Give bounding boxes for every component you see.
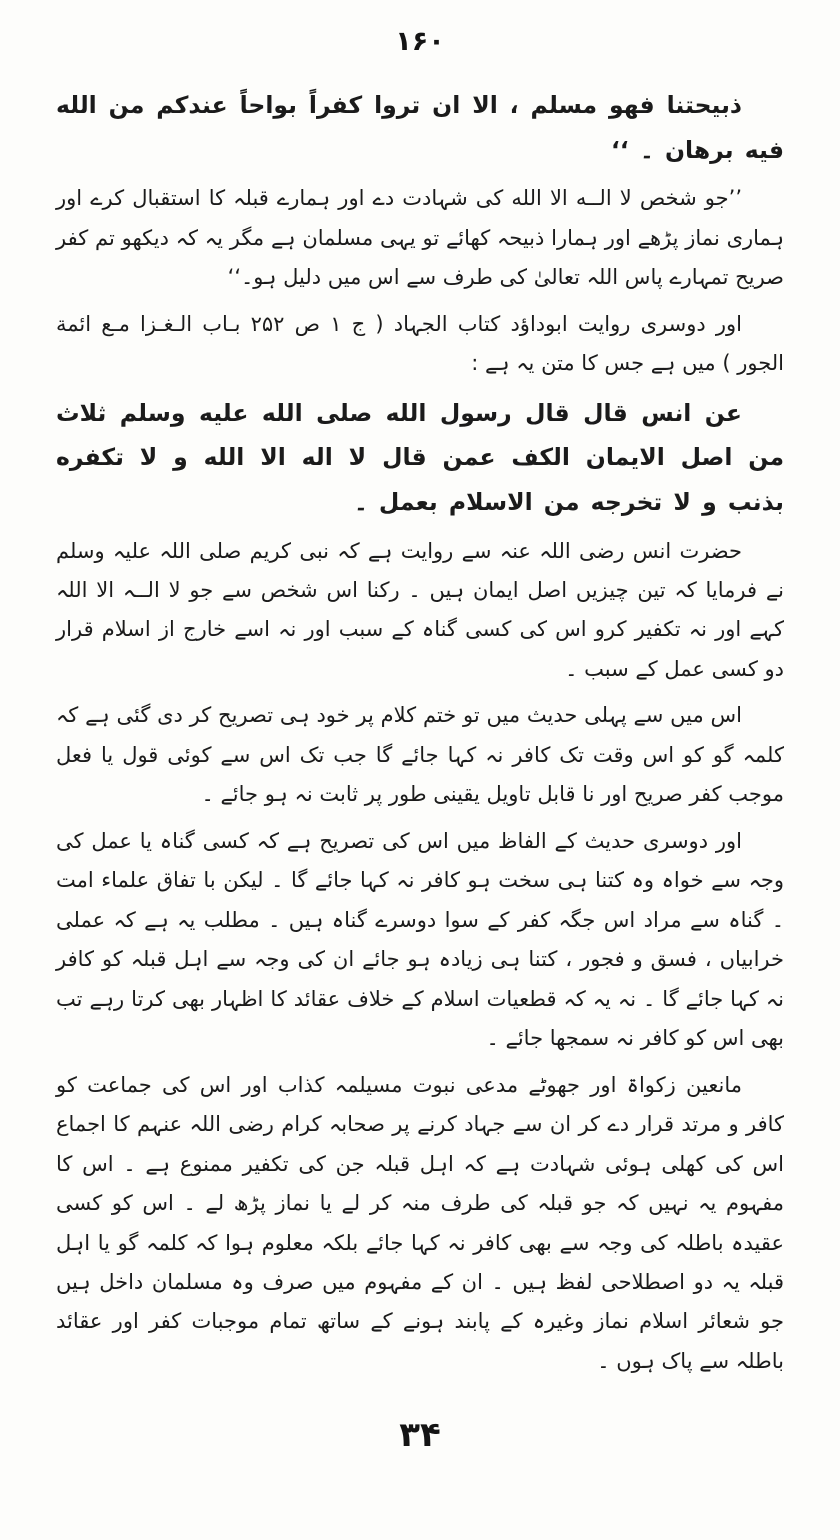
- arabic-quote-continuation: ذبيحتنا فهو مسلم ، الا ان تروا كفراً بواحاً عندكم من الله فيه برهان ۔ ‘‘: [56, 91, 784, 164]
- commentary-first-hadith: اس میں سے پہلی حدیث میں تو ختم کلام پر خود ہی تصریح کر دی گئی ہے کہ کلمہ گو کو اس وقت تک کافر نہ کہا جائے گا جب تک اس سے کوئی قول یا فعل موجب کفر صریح اور نا قابل تاویل یقینی طور پر ثابت نہ ہو جائے ۔: [56, 703, 784, 807]
- page-number-top: ۱۶۰: [395, 26, 445, 57]
- commentary-second-hadith: اور دوسری حدیث کے الفاظ میں اس کی تصریح ہے کہ کسی گناہ یا عمل کی وجہ سے خواہ وہ کتنا ہی سخت ہو کافر نہ کہا جائے گا ۔ لیکن با تفاق علماء امت ۔ گناہ سے مراد اس جگہ کفر کے سوا دوسرے گناہ ہیں ۔ مطلب یہ ہے کہ عملی خرابیاں ، فسق و فجور ، کتنا ہی زیادہ ہو جائے ان کی وجہ سے اہل قبلہ کو کافر نہ کہا جائے گا ۔ نہ یہ کہ قطعیات اسلام کے خلاف عقائد کا اظہار بھی کرتا رہے تب بھی اس کو کافر نہ سمجھا جائے ۔: [56, 828, 784, 1051]
- hadith-arabic: عن انس قال قال رسول الله صلى الله عليه وسلم ثلاث من اصل الايمان الكف عمن قال لا اله الا الله و لا تكفره بذنب و لا تخرجه من الاسلام بعمل ۔: [56, 398, 784, 516]
- page-number-bottom: ۳۴: [399, 1415, 441, 1456]
- reference-line: اور دوسری روایت ابوداؤد کتاب الجہاد ( ج ۱ ص ۲۵۲ بـاب الـغـزا مـع ائمة الجور ) میں ہے جس کا متن یہ ہے :: [56, 311, 784, 376]
- hadith-urdu-translation: حضرت انس رضی اللہ عنہ سے روایت ہے کہ نبی کریم صلی اللہ علیہ وسلم نے فرمایا کہ تین چیزیں اصل ایمان ہیں ۔ رکنا اس شخص سے جو لا الــہ الا اللہ کہے اور نہ تکفیر کرو اس کی کسی گناہ کے سبب اور نہ اسے خارج از اسلام قرار دو کسی عمل کے سبب ۔: [56, 538, 784, 681]
- urdu-translation-first-hadith: ’’جو شخص لا الــه الا الله کی شہادت دے اور ہمارے قبلہ کا استقبال کرے اور ہماری نماز پڑھے اور ہمارا ذبیحہ کھائے تو یہی مسلمان ہے مگر یہ کہ دیکھو تم کفر صریح تمہارے پاس اللہ تعالیٰ کی طرف سے اس میں دلیل ہو۔‘‘: [56, 186, 784, 290]
- commentary-conclusion: مانعین زکواۃ اور جھوٹے مدعی نبوت مسیلمہ کذاب اور اس کی جماعت کو کافر و مرتد قرار دے کر ان سے جہاد کرنے پر صحابہ کرام رضی اللہ عنہم کا اجماع اس کی کھلی ہوئی شہادت ہے کہ اہل قبلہ جن کی تکفیر ممنوع ہے ۔ اس کا مفہوم یہ نہیں کہ جو قبلہ کی طرف منہ کر لے یا نماز پڑھ لے ۔ اس کو کسی عقیدہ باطلہ کی وجہ سے بھی کافر نہ کہا جائے بلکہ معلوم ہوا کہ کلمہ گو یا اہل قبلہ یہ دو اصطلاحی لفظ ہیں ۔ ان کے مفہوم میں صرف وہ مسلمان داخل ہیں جو شعائر اسلام نماز وغیرہ کے پابند ہونے کے ساتھ تمام موجبات کفر اور عقائد باطلہ سے پاک ہوں ۔: [56, 1072, 784, 1373]
